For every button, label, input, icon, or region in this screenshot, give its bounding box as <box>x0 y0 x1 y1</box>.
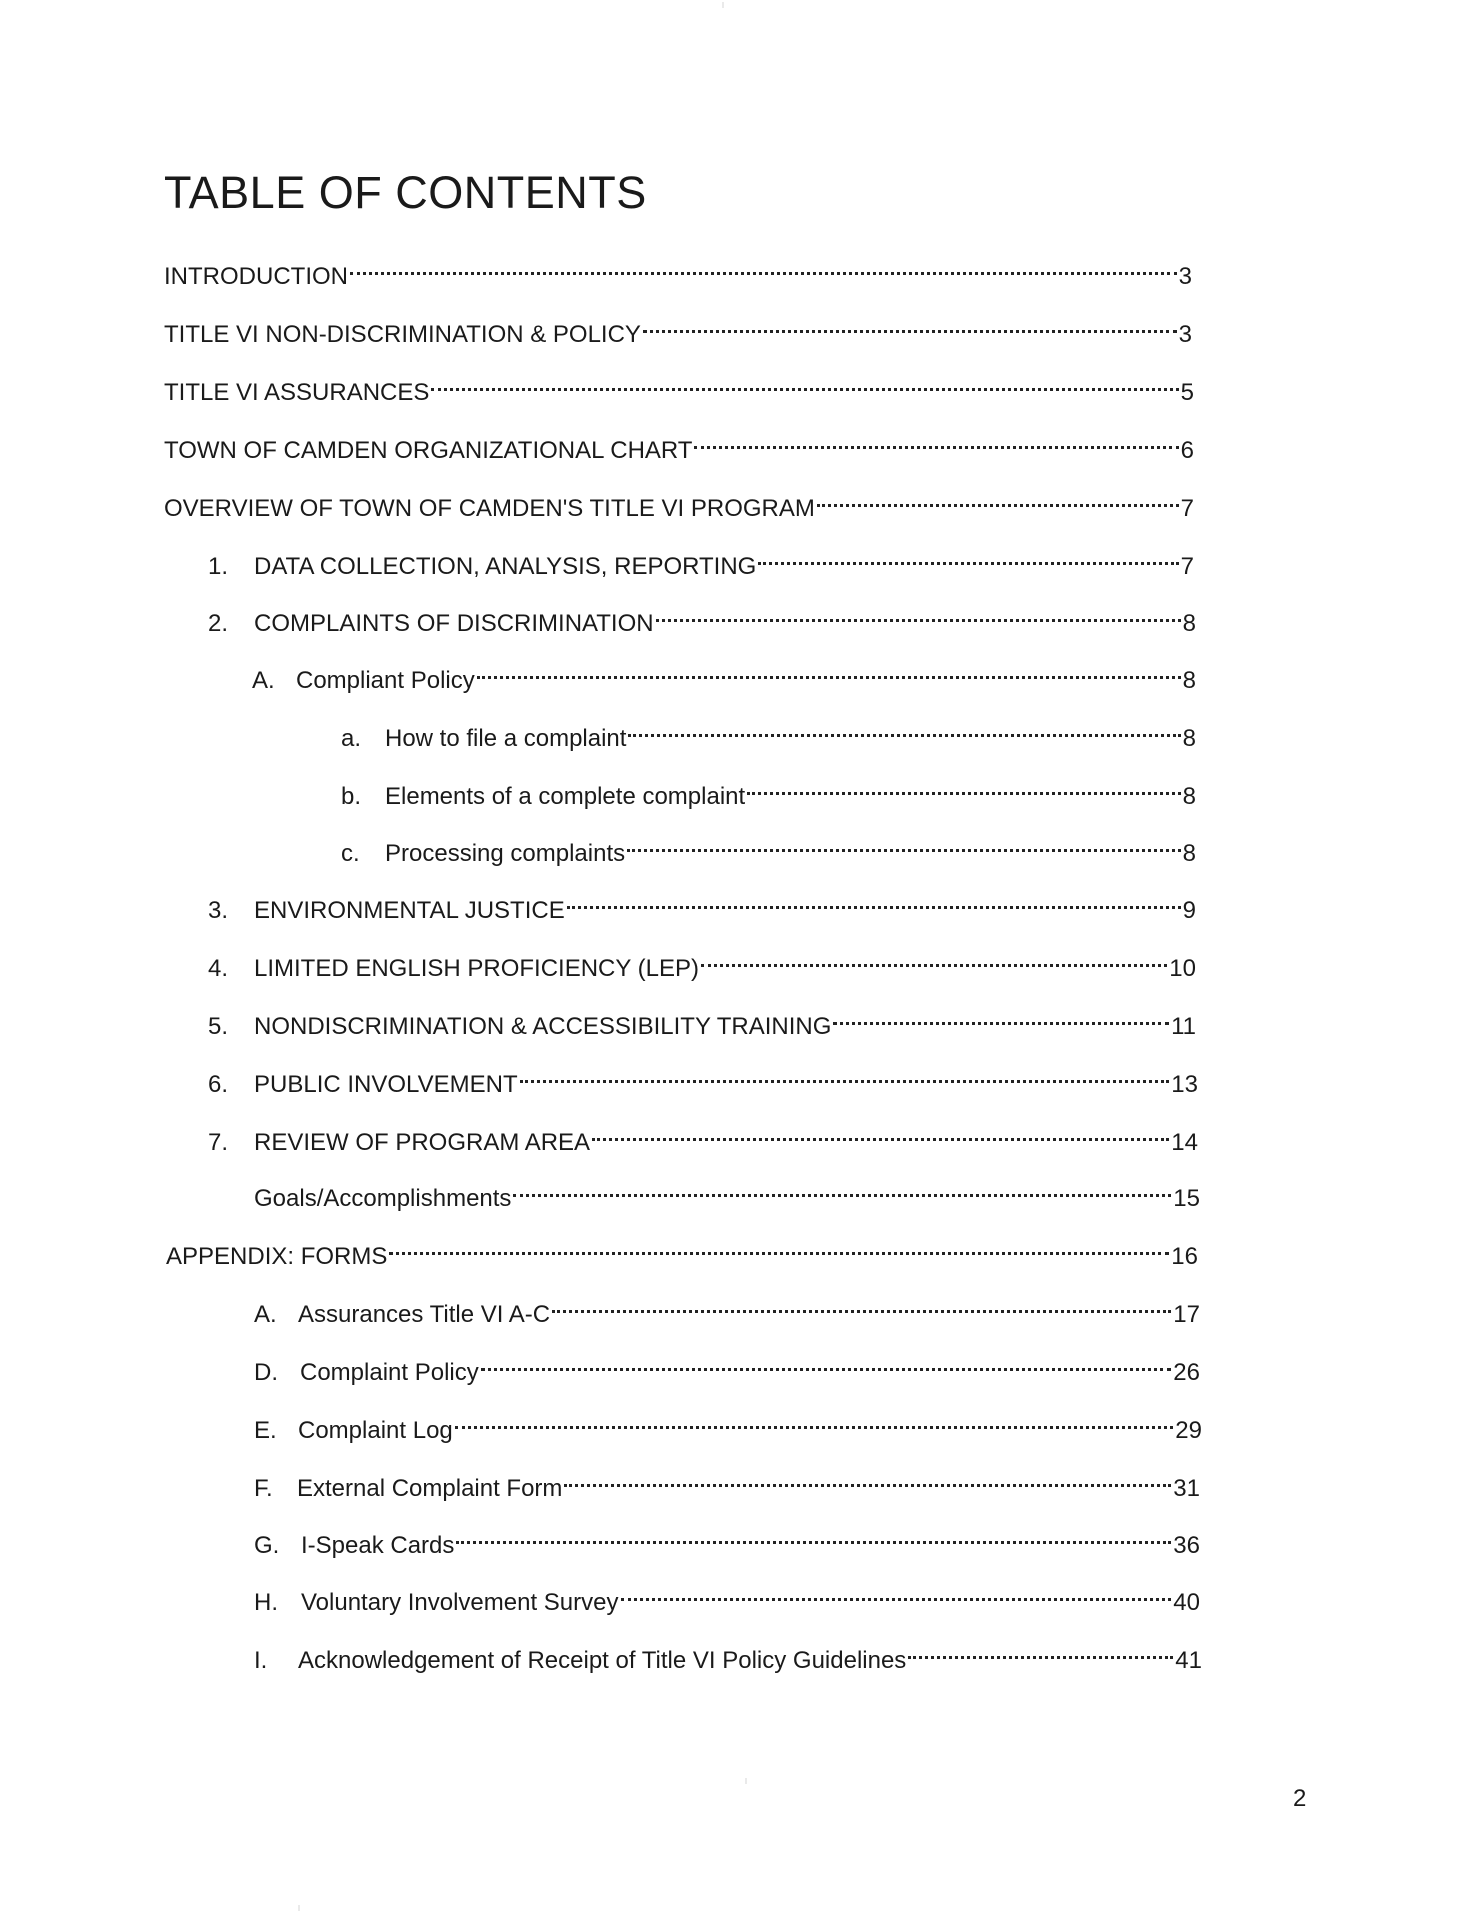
toc-entry[interactable] <box>254 1574 1200 1616</box>
dot-leader <box>592 1114 1169 1150</box>
toc-entry-label: External Complaint Form <box>297 1475 563 1502</box>
toc-entry-label: LIMITED ENGLISH PROFICIENCY (LEP) <box>254 955 699 982</box>
dot-leader <box>747 768 1180 804</box>
toc-entry-label: Acknowledgement of Receipt of Title VI Policy Guidelines <box>298 1647 907 1674</box>
dot-leader <box>656 595 1181 631</box>
toc-entry-label: DATA COLLECTION, ANALYSIS, REPORTING <box>254 553 757 580</box>
toc-page-number: 3 <box>1178 263 1192 290</box>
toc-entry[interactable] <box>208 595 1196 637</box>
toc-entry-label: Elements of a complete complaint <box>385 783 746 810</box>
toc-entry[interactable] <box>341 768 1196 810</box>
toc-page-number: 6 <box>1180 437 1194 464</box>
scan-artifact <box>298 1905 300 1911</box>
scan-artifact <box>745 1778 747 1784</box>
toc-entry[interactable] <box>254 1286 1200 1328</box>
dot-leader <box>694 422 1178 458</box>
toc-page-number: 26 <box>1173 1359 1200 1386</box>
scan-artifact <box>722 2 724 8</box>
toc-entry-number: 5. <box>208 1013 229 1040</box>
toc-entry-label: Complaint Log <box>298 1417 453 1444</box>
toc-entry-label: PUBLIC INVOLVEMENT <box>254 1071 518 1098</box>
toc-entry-number: A. <box>254 1301 277 1328</box>
toc-entry-label: COMPLAINTS OF DISCRIMINATION <box>254 610 654 637</box>
dot-leader <box>564 1460 1171 1496</box>
dot-leader <box>455 1402 1174 1438</box>
toc-entry-number: 3. <box>208 897 229 924</box>
dot-leader <box>701 940 1167 976</box>
dot-leader <box>621 1574 1172 1610</box>
toc-entry-label: NONDISCRIMINATION & ACCESSIBILITY TRAINING <box>254 1013 832 1040</box>
toc-page-number: 17 <box>1173 1301 1200 1328</box>
toc-entry-label: Compliant Policy <box>296 667 475 694</box>
toc-entry[interactable] <box>254 1344 1200 1386</box>
toc-entry-label: Complaint Policy <box>300 1359 479 1386</box>
toc-page-number: 15 <box>1173 1185 1200 1212</box>
dot-leader <box>350 248 1177 284</box>
toc-entry[interactable] <box>208 1114 1198 1156</box>
toc-entry-number: 6. <box>208 1071 229 1098</box>
dot-leader <box>817 480 1179 516</box>
page-number: 2 <box>1293 1785 1307 1812</box>
toc-entry-number: F. <box>254 1475 273 1502</box>
dot-leader <box>758 538 1178 574</box>
toc-page-number: 3 <box>1178 321 1192 348</box>
toc-entry[interactable] <box>164 480 1194 522</box>
toc-page-number: 29 <box>1175 1417 1202 1444</box>
dot-leader <box>513 1170 1171 1206</box>
toc-page-number: 5 <box>1180 379 1194 406</box>
toc-entry-label: APPENDIX: FORMS <box>166 1243 388 1270</box>
toc-entry[interactable] <box>252 652 1196 694</box>
toc-page-number: 7 <box>1180 495 1194 522</box>
toc-entry[interactable] <box>254 1460 1200 1502</box>
toc-entry[interactable] <box>164 248 1192 290</box>
toc-page-number: 13 <box>1171 1071 1198 1098</box>
toc-page-number: 8 <box>1182 610 1196 637</box>
toc-page-number: 9 <box>1182 897 1196 924</box>
toc-entry-label: TITLE VI NON-DISCRIMINATION & POLICY <box>164 321 641 348</box>
dot-leader <box>481 1344 1172 1380</box>
toc-entry-label: TOWN OF CAMDEN ORGANIZATIONAL CHART <box>164 437 693 464</box>
toc-entry[interactable] <box>254 1517 1200 1559</box>
dot-leader <box>908 1632 1173 1668</box>
toc-entry-label: Goals/Accomplishments <box>254 1185 512 1212</box>
toc-entry-number: c. <box>341 840 360 867</box>
toc-entry[interactable] <box>208 1056 1198 1098</box>
toc-page-number: 31 <box>1173 1475 1200 1502</box>
toc-entry[interactable] <box>208 882 1196 924</box>
toc-entry-number: I. <box>254 1647 268 1674</box>
toc-page-number: 36 <box>1173 1532 1200 1559</box>
toc-entry-label: How to file a complaint <box>385 725 627 752</box>
toc-entry-label: TITLE VI ASSURANCES <box>164 379 430 406</box>
dot-leader <box>520 1056 1170 1092</box>
toc-entry[interactable] <box>166 1228 1198 1270</box>
toc-entry-label: INTRODUCTION <box>164 263 348 290</box>
toc-page-number: 14 <box>1171 1129 1198 1156</box>
toc-entry[interactable] <box>164 422 1194 464</box>
toc-entry-number: 2. <box>208 610 229 637</box>
toc-page-number: 11 <box>1171 1013 1196 1040</box>
toc-page-number: 8 <box>1182 840 1196 867</box>
toc-page-number: 16 <box>1171 1243 1198 1270</box>
dot-leader <box>567 882 1181 918</box>
toc-entry[interactable] <box>254 1402 1202 1444</box>
toc-entry-number: D. <box>254 1359 278 1386</box>
dot-leader <box>431 364 1178 400</box>
toc-entry-label: I-Speak Cards <box>301 1532 455 1559</box>
toc-page-number: 41 <box>1175 1647 1202 1674</box>
toc-entry-number: E. <box>254 1417 277 1444</box>
dot-leader <box>477 652 1181 688</box>
dot-leader <box>643 306 1177 342</box>
toc-entry-label: REVIEW OF PROGRAM AREA <box>254 1129 591 1156</box>
toc-page-number: 8 <box>1182 667 1196 694</box>
toc-page-number: 7 <box>1180 553 1194 580</box>
toc-entry[interactable] <box>341 710 1196 752</box>
toc-entry-number: b. <box>341 783 362 810</box>
toc-entry[interactable] <box>254 1632 1202 1674</box>
toc-entry-number: A. <box>252 667 275 694</box>
toc-page-number: 8 <box>1182 783 1196 810</box>
toc-page-number: 8 <box>1182 725 1196 752</box>
toc-entry-number: a. <box>341 725 362 752</box>
toc-entry[interactable] <box>208 998 1196 1040</box>
toc-entry-number: 1. <box>208 553 229 580</box>
toc-entry-number: G. <box>254 1532 280 1559</box>
toc-entry-number: 4. <box>208 955 229 982</box>
toc-entry[interactable] <box>254 1170 1200 1212</box>
toc-entry[interactable] <box>164 306 1192 348</box>
toc-entry[interactable] <box>164 364 1194 406</box>
dot-leader <box>627 825 1181 861</box>
toc-entry-label: Assurances Title VI A-C <box>298 1301 551 1328</box>
toc-entry[interactable] <box>208 538 1194 580</box>
toc-entry-label: OVERVIEW OF TOWN OF CAMDEN'S TITLE VI PROGRAM <box>164 495 815 522</box>
toc-entry[interactable] <box>208 940 1196 982</box>
toc-entry[interactable] <box>341 825 1196 867</box>
toc-entry-number: 7. <box>208 1129 229 1156</box>
dot-leader <box>833 998 1169 1034</box>
toc-page-number: 10 <box>1169 955 1196 982</box>
dot-leader <box>389 1228 1169 1264</box>
toc-entry-label: ENVIRONMENTAL JUSTICE <box>254 897 565 924</box>
toc-page-number: 40 <box>1173 1589 1200 1616</box>
dot-leader <box>628 710 1180 746</box>
toc-entry-label: Processing complaints <box>385 840 626 867</box>
dot-leader <box>456 1517 1171 1553</box>
dot-leader <box>552 1286 1171 1322</box>
page-title: TABLE OF CONTENTS <box>164 167 647 218</box>
toc-entry-label: Voluntary Involvement Survey <box>301 1589 619 1616</box>
toc-entry-number: H. <box>254 1589 278 1616</box>
